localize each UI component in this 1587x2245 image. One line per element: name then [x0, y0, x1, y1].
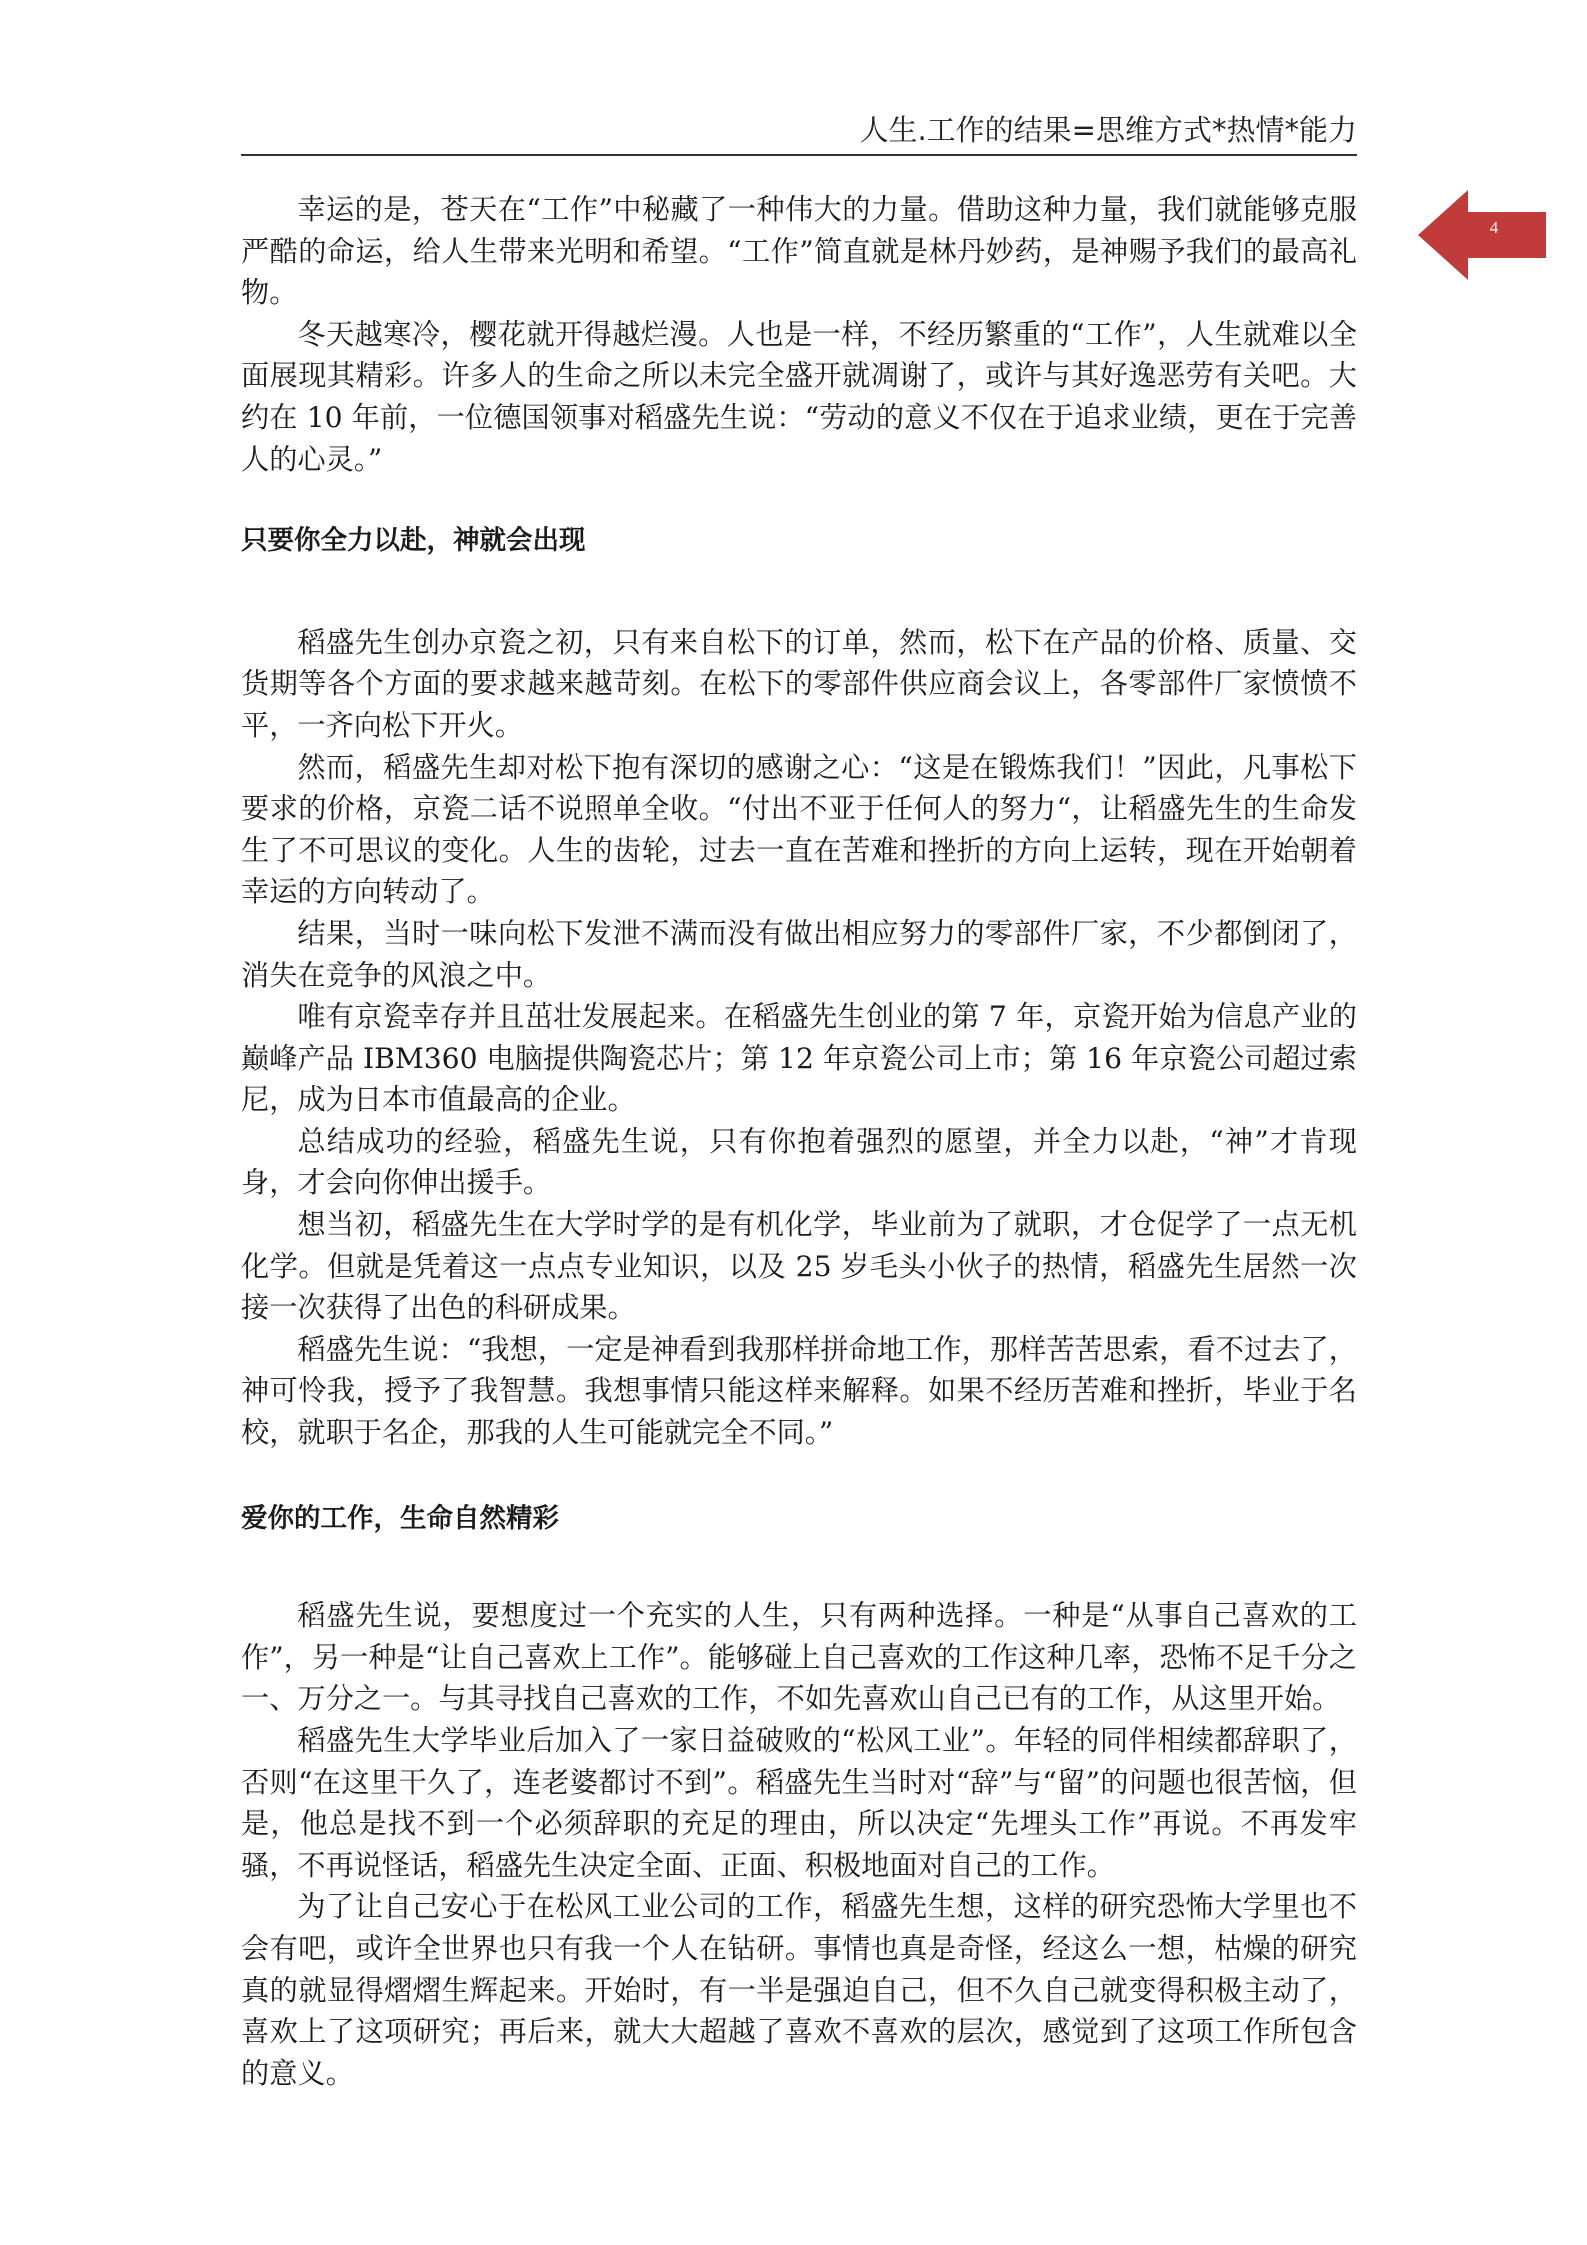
paragraph: 然而，稻盛先生却对松下抱有深切的感谢之心：“这是在锻炼我们！”因此，凡事松下要求的价格，京瓷二话不说照单全收。“付出不亚于任何人的努力“，让稻盛先生的生命发生了不可思议的变化。人生的齿轮，过去一直在苦难和挫折的方向上运转，现在开始朝着幸运的方向转动了。 [241, 750, 1357, 909]
running-header: 人生.工作的结果=思维方式*热情*能力 [859, 113, 1357, 147]
section-heading: 爱你的工作，生命自然精彩 [241, 1502, 559, 1534]
paragraph: 唯有京瓷幸存并且茁壮发展起来。在稻盛先生创业的第 7 年，京瓷开始为信息产业的巅峰产品 IBM360 电脑提供陶瓷芯片；第 12 年京瓷公司上市；第 16 年京瓷公司超过索尼，成为日本市值最高的企业。 [241, 1000, 1357, 1117]
header-rule [241, 154, 1357, 156]
paragraph: 稻盛先生说，要想度过一个充实的人生，只有两种选择。一种是“从事自己喜欢的工作”，另一种是“让自己喜欢上工作”。能够碰上自己喜欢的工作这种几率，恐怖不足千分之一、万分之一。与其寻找自己喜欢的工作，不如先喜欢山自己已有的工作，从这里开始。 [241, 1599, 1357, 1716]
paragraph: 冬天越寒冷，樱花就开得越烂漫。人也是一样，不经历繁重的“工作”，人生就难以全面展现其精彩。许多人的生命之所以未完全盛开就凋谢了，或许与其好逸恶劳有关吧。大约在 10 年前，一位德国领事对稻盛先生说：“劳动的意义不仅在于追求业绩，更在于完善人的心灵。” [241, 317, 1357, 476]
section-heading: 只要你全力以赴，神就会出现 [241, 525, 586, 557]
paragraph: 总结成功的经验，稻盛先生说，只有你抱着强烈的愿望，并全力以赴，“神”才肯现身，才会向你伸出援手。 [241, 1124, 1357, 1200]
paragraph: 稻盛先生说：“我想，一定是神看到我那样拼命地工作，那样苦苦思索，看不过去了，神可怜我，授予了我智慧。我想事情只能这样来解释。如果不经历苦难和挫折，毕业于名校，就职于名企，那我的人生可能就完全不同。” [241, 1332, 1357, 1450]
page-number: 4 [1489, 218, 1499, 237]
paragraph: 为了让自己安心于在松风工业公司的工作，稻盛先生想，这样的研究恐怖大学里也不会有吧，或许全世界也只有我一个人在钻研。事情也真是奇怪，经这么一想，枯燥的研究真的就显得熠熠生辉起来。开始时，有一半是强迫自己，但不久自己就变得积极主动了，喜欢上了这项研究；再后来，就大大超越了喜欢不喜欢的层次，感觉到了这项工作所包含的意义。 [241, 1890, 1357, 2090]
paragraph: 幸运的是，苍天在“工作”中秘藏了一种伟大的力量。借助这种力量，我们就能够克服严酷的命运，给人生带来光明和希望。“工作”简直就是林丹妙药，是神赐予我们的最高礼物。 [241, 193, 1357, 310]
paragraph: 想当初，稻盛先生在大学时学的是有机化学，毕业前为了就职，才仓促学了一点无机化学。但就是凭着这一点点专业知识，以及 25 岁毛头小伙子的热情，稻盛先生居然一次接一次获得了出色的科研成果。 [241, 1208, 1357, 1325]
paragraph: 稻盛先生创办京瓷之初，只有来自松下的订单，然而，松下在产品的价格、质量、交货期等各个方面的要求越来越苛刻。在松下的零部件供应商会议上，各零部件厂家愤愤不平，一齐向松下开火。 [241, 625, 1357, 742]
document-body [241, 189, 1357, 2094]
paragraph: 稻盛先生大学毕业后加入了一家日益破败的“松风工业”。年轻的同伴相续都辞职了，否则“在这里干久了，连老婆都讨不到”。稻盛先生当时对“辞”与“留”的问题也很苦恼，但是，他总是找不到一个必须辞职的充足的理由，所以决定“先埋头工作”再说。不再发牢骚，不再说怪话，稻盛先生决定全面、正面、积极地面对自己的工作。 [241, 1724, 1357, 1882]
paragraph: 结果，当时一味向松下发泄不满而没有做出相应努力的零部件厂家，不少都倒闭了，消失在竞争的风浪之中。 [241, 916, 1357, 992]
